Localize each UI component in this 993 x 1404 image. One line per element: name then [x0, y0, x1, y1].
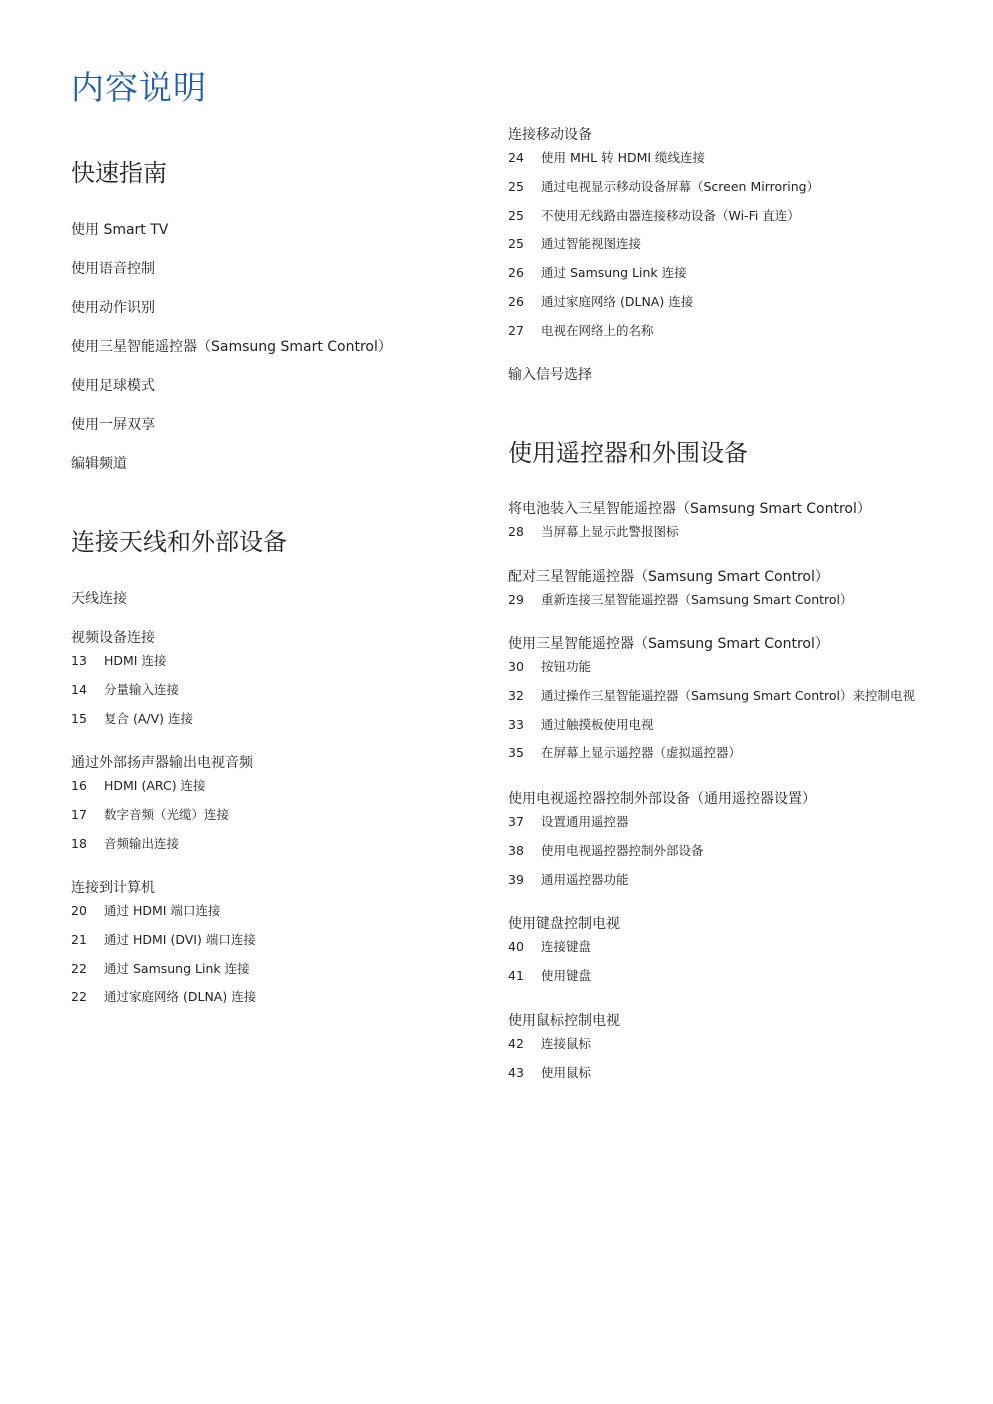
- entry-text: HDMI 连接: [104, 653, 167, 668]
- page-number: 32: [508, 687, 524, 703]
- page-number: 15: [71, 710, 87, 726]
- page-number: 18: [71, 835, 87, 851]
- toc-group-title[interactable]: 使用三星智能遥控器（Samsung Smart Control）: [508, 636, 829, 652]
- toc-entry[interactable]: [71, 988, 256, 1017]
- toc-entry[interactable]: [508, 1064, 620, 1093]
- toc-entry[interactable]: [508, 591, 853, 620]
- toc-entry[interactable]: [508, 967, 620, 996]
- toc-link[interactable]: 天线连接: [71, 591, 127, 607]
- page-number: 16: [71, 778, 87, 793]
- entry-text: 使用 MHL 转 HDMI 缆线连接: [541, 150, 706, 165]
- toc-entry[interactable]: [71, 777, 253, 806]
- entry-text: 在屏幕上显示遥控器（虚拟遥控器）: [541, 745, 742, 761]
- toc-entry[interactable]: [71, 835, 253, 864]
- entry-text: 通过 Samsung Link 连接: [104, 960, 250, 976]
- entry-text: 使用键盘: [541, 967, 592, 983]
- entry-text: 使用电视遥控器控制外部设备: [541, 842, 704, 858]
- toc-group-title[interactable]: 将电池装入三星智能遥控器（Samsung Smart Control）: [508, 501, 871, 517]
- toc-link[interactable]: 使用足球模式: [71, 378, 155, 394]
- page-number: 42: [508, 1036, 524, 1051]
- toc-entry[interactable]: [71, 902, 256, 931]
- entry-text: 通过 HDMI (DVI) 端口连接: [104, 931, 256, 947]
- toc-group-mouse: [508, 1012, 620, 1093]
- toc-group-title[interactable]: 连接到计算机: [71, 880, 155, 896]
- toc-group-universal: [508, 790, 816, 899]
- toc-link[interactable]: 编辑频道: [71, 456, 127, 472]
- entry-text: 通过操作三星智能遥控器（Samsung Smart Control）来控制电视: [541, 687, 916, 703]
- page-number: 25: [508, 207, 524, 223]
- toc-link[interactable]: 使用三星智能遥控器（Samsung Smart Control）: [71, 339, 392, 355]
- toc-entry[interactable]: [508, 813, 816, 842]
- entry-text: 复合 (A/V) 连接: [104, 710, 194, 726]
- toc-entry[interactable]: [508, 264, 819, 293]
- entry-text: 当屏幕上显示此警报图标: [541, 524, 679, 539]
- entry-text: 音频输出连接: [104, 835, 180, 851]
- entry-text: 按钮功能: [541, 659, 592, 674]
- toc-group-mobile: [508, 126, 819, 351]
- toc-entry[interactable]: [71, 710, 193, 739]
- page-number: 17: [71, 806, 87, 822]
- entry-text: 通过电视显示移动设备屏幕（Screen Mirroring）: [541, 178, 820, 194]
- toc-group-pair: [508, 568, 853, 620]
- page-number: 39: [508, 871, 524, 887]
- toc-group-title[interactable]: 使用键盘控制电视: [508, 916, 620, 932]
- toc-entry[interactable]: [508, 938, 620, 967]
- page-number: 41: [508, 967, 524, 983]
- toc-entry[interactable]: [71, 960, 256, 989]
- toc-entry[interactable]: [508, 235, 819, 264]
- entry-text: 连接鼠标: [541, 1036, 592, 1051]
- page-number: 40: [508, 939, 524, 954]
- toc-group-audio: [71, 754, 253, 863]
- toc-entry[interactable]: [71, 652, 193, 681]
- toc-group-computer: [71, 879, 256, 1017]
- page-number: 22: [71, 989, 87, 1005]
- toc-group-title[interactable]: 使用电视遥控器控制外部设备（通用遥控器设置）: [508, 791, 816, 807]
- toc-entry[interactable]: [71, 931, 256, 960]
- toc-link[interactable]: 输入信号选择: [508, 367, 592, 383]
- toc-group-keyboard: [508, 915, 620, 996]
- toc-link[interactable]: 使用 Smart TV: [71, 222, 169, 238]
- toc-entry[interactable]: [508, 523, 871, 552]
- page-number: 28: [508, 524, 524, 539]
- toc-group-video: [71, 629, 193, 738]
- toc-link[interactable]: 使用一屏双享: [71, 417, 155, 433]
- toc-entry[interactable]: [508, 178, 819, 207]
- entry-text: 不使用无线路由器连接移动设备（Wi-Fi 直连）: [541, 207, 800, 223]
- page-number: 13: [71, 653, 87, 668]
- toc-group-title[interactable]: 使用鼠标控制电视: [508, 1013, 620, 1029]
- toc-entry[interactable]: [508, 322, 819, 351]
- entry-text: 通过 Samsung Link 连接: [541, 265, 687, 281]
- toc-entry[interactable]: [508, 687, 915, 716]
- entry-text: 通用遥控器功能: [541, 871, 629, 887]
- entry-text: 电视在网络上的名称: [541, 322, 654, 338]
- toc-group-battery: [508, 500, 871, 552]
- entry-text: 通过 HDMI 端口连接: [104, 903, 221, 918]
- entry-text: 通过家庭网络 (DLNA) 连接: [104, 989, 257, 1005]
- page-number: 25: [508, 236, 524, 252]
- page-number: 25: [508, 178, 524, 194]
- page-number: 33: [508, 716, 524, 732]
- toc-entry[interactable]: [508, 871, 816, 900]
- toc-entry[interactable]: [508, 293, 819, 322]
- toc-link[interactable]: 使用语音控制: [71, 261, 155, 277]
- page-number: 30: [508, 659, 524, 674]
- toc-group-title[interactable]: 视频设备连接: [71, 630, 155, 646]
- entry-text: 使用鼠标: [541, 1064, 592, 1080]
- toc-group-title[interactable]: 通过外部扬声器输出电视音频: [71, 755, 253, 771]
- entry-text: 通过智能视图连接: [541, 236, 642, 252]
- toc-entry[interactable]: [71, 806, 253, 835]
- page-number: 22: [71, 960, 87, 976]
- page-number: 24: [508, 150, 524, 165]
- toc-group-title[interactable]: 配对三星智能遥控器（Samsung Smart Control）: [508, 569, 829, 585]
- page-number: 20: [71, 903, 87, 918]
- entry-text: 重新连接三星智能遥控器（Samsung Smart Control）: [541, 592, 853, 607]
- entry-text: 设置通用遥控器: [541, 814, 629, 829]
- entry-text: HDMI (ARC) 连接: [104, 778, 206, 793]
- page-number: 37: [508, 814, 524, 829]
- toc-entry[interactable]: [508, 842, 816, 871]
- toc-entry[interactable]: [508, 207, 819, 236]
- page-number: 26: [508, 265, 524, 281]
- page-number: 26: [508, 293, 524, 309]
- toc-entry[interactable]: [71, 681, 193, 710]
- page-number: 43: [508, 1064, 524, 1080]
- page-number: 21: [71, 931, 87, 947]
- section-title-remote: 使用遥控器和外围设备: [508, 439, 748, 467]
- section-title-quick-guide: 快速指南: [71, 159, 167, 187]
- page-number: 38: [508, 842, 524, 858]
- entry-text: 数字音频（光缆）连接: [104, 806, 230, 822]
- page-number: 27: [508, 322, 524, 338]
- toc-group-title[interactable]: 连接移动设备: [508, 127, 592, 143]
- page-title: 内容说明: [71, 68, 207, 107]
- section-title-connect: 连接天线和外部设备: [71, 528, 287, 556]
- page-number: 14: [71, 681, 87, 697]
- toc-entry[interactable]: [508, 658, 915, 687]
- page-number: 29: [508, 592, 524, 607]
- entry-text: 分量输入连接: [104, 681, 180, 697]
- toc-entry[interactable]: [508, 1035, 620, 1064]
- entry-text: 连接键盘: [541, 939, 592, 954]
- toc-group-use: [508, 635, 915, 773]
- toc-entry[interactable]: [508, 716, 915, 745]
- toc-link[interactable]: 使用动作识别: [71, 300, 155, 316]
- entry-text: 通过家庭网络 (DLNA) 连接: [541, 293, 694, 309]
- page-number: 35: [508, 745, 524, 761]
- toc-entry[interactable]: [508, 744, 915, 773]
- entry-text: 通过触摸板使用电视: [541, 716, 654, 732]
- toc-entry[interactable]: [508, 149, 819, 178]
